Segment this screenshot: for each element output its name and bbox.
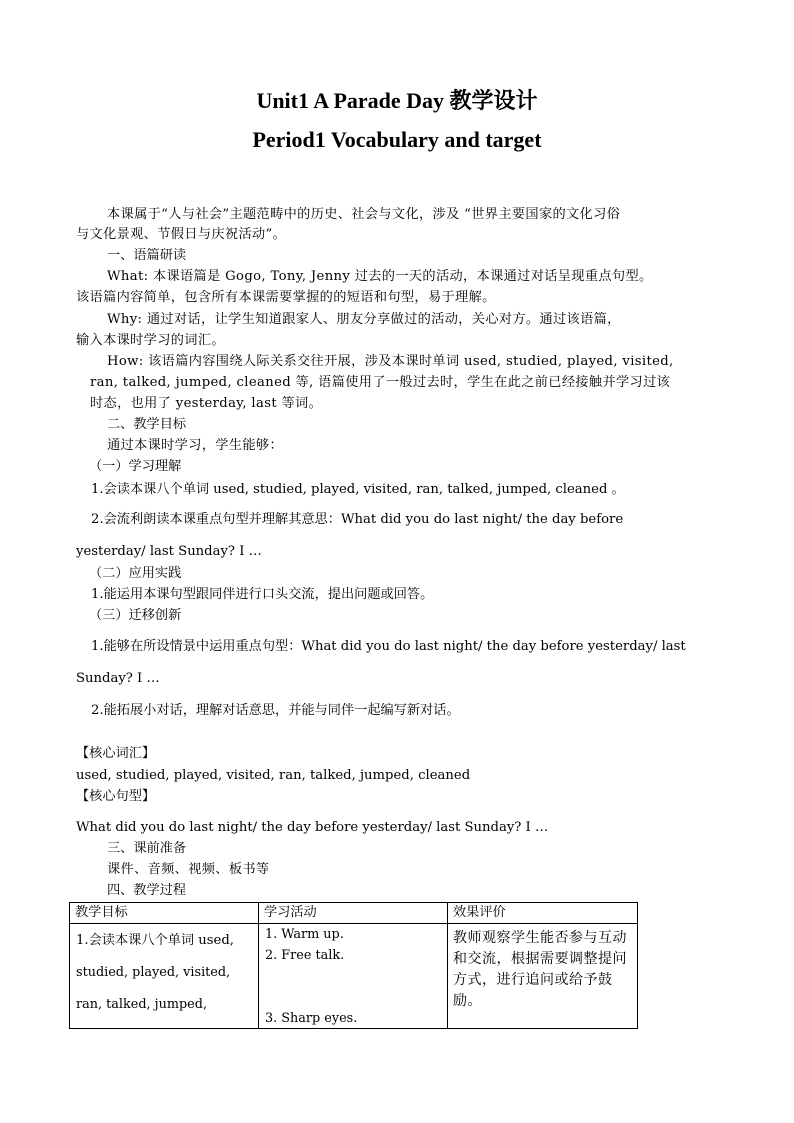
goal-item-1: 1.会读本课八个单词 used, studied, played, visited, ran, talked, jumped, cleaned 。 — [91, 482, 625, 497]
document-title: Unit1 A Parade Day 教学设计 — [256, 88, 538, 113]
goals-sub-2: （二）应用实践 — [89, 566, 182, 581]
what-line-1: What: 本课语篇是 Gogo, Tony, Jenny 过去的一天的活动，本课通过对话呈现重点句型。 — [107, 269, 653, 284]
table-row — [70, 924, 638, 1029]
goal-item-2-line-1: 2.会流利朗读本课重点句型并理解其意思：What did you do last night/ the day before — [91, 512, 624, 527]
goal-item-5: 2.能拓展小对话，理解对话意思，并能与同伴一起编写新对话。 — [91, 703, 460, 718]
header-teaching-goal: 教学目标 — [70, 903, 259, 924]
goal-cell-line-3: ran, talked, jumped, — [76, 997, 208, 1012]
goals-sub-3: （三）迁移创新 — [89, 608, 182, 623]
core-sentence-heading: 【核心句型】 — [76, 789, 156, 804]
header-learning-activity: 学习活动 — [259, 903, 448, 924]
activity-1: 1. Warm up. — [265, 927, 344, 942]
section-2-heading: 二、教学目标 — [107, 417, 187, 432]
goal-item-3: 1.能运用本课句型跟同伴进行口头交流，提出问题或回答。 — [91, 587, 434, 602]
section-3-content: 课件、音频、视频、板书等 — [107, 862, 270, 877]
intro-line-2: 与文化景观、节假日与庆祝活动”。 — [76, 227, 287, 242]
goal-cell-line-1: 1.会读本课八个单词 used, — [76, 933, 234, 948]
intro-line-1: 本课属于“人与社会”主题范畴中的历史、社会与文化，涉及 “世界主要国家的文化习俗 — [107, 207, 621, 222]
header-evaluation: 效果评价 — [448, 903, 638, 924]
document-subtitle: Period1 Vocabulary and target — [252, 127, 542, 152]
core-vocab-heading: 【核心词汇】 — [76, 746, 156, 761]
section-3-heading: 三、课前准备 — [107, 841, 187, 856]
section-1-heading: 一、语篇研读 — [107, 248, 187, 263]
goal-item-2-line-2: yesterday/ last Sunday? I … — [76, 544, 262, 559]
table-header-row — [70, 903, 638, 924]
goal-cell-line-2: studied, played, visited, — [76, 965, 231, 980]
goal-cell — [70, 924, 259, 1029]
goals-sub-1: （一）学习理解 — [89, 459, 182, 474]
activity-3: 3. Sharp eyes. — [265, 1011, 358, 1026]
core-vocab-words: used, studied, played, visited, ran, talked, jumped, cleaned — [76, 768, 471, 783]
why-line-1: Why: 通过对话，让学生知道跟家人、朋友分享做过的活动，关心对方。通过该语篇， — [107, 312, 621, 327]
core-sentence-text: What did you do last night/ the day before yesterday/ last Sunday? I … — [76, 820, 549, 835]
what-line-2: 该语篇内容简单，包含所有本课需要掌握的的短语和句型，易于理解。 — [76, 290, 496, 305]
teaching-process-table — [69, 902, 638, 1029]
goals-lead: 通过本课时学习，学生能够： — [107, 438, 283, 453]
section-4-heading: 四、教学过程 — [107, 883, 187, 898]
why-line-2: 输入本课时学习的词汇。 — [76, 333, 225, 348]
how-line-3: 时态，也用了 yesterday, last 等词。 — [90, 396, 323, 411]
evaluation-text: 教师观察学生能否参与互动和交流，根据需要调整提问方式，进行追问或给予鼓励。 — [453, 930, 627, 1009]
how-line-2: ran, talked, jumped, cleaned 等, 语篇使用了一般过去时，学生在此之前已经接触并学习过该 — [90, 375, 671, 390]
goal-item-4-line-2: Sunday? I … — [76, 671, 160, 686]
goal-item-4-line-1: 1.能够在所设情景中运用重点句型：What did you do last night/ the day before yesterday/ last — [91, 639, 686, 654]
how-line-1: How: 该语篇内容围绕人际关系交往开展，涉及本课时单词 used, studied, played, visited, — [107, 354, 674, 369]
activity-2: 2. Free talk. — [265, 948, 345, 963]
evaluation-cell — [448, 924, 638, 1029]
activity-cell — [259, 924, 448, 1029]
